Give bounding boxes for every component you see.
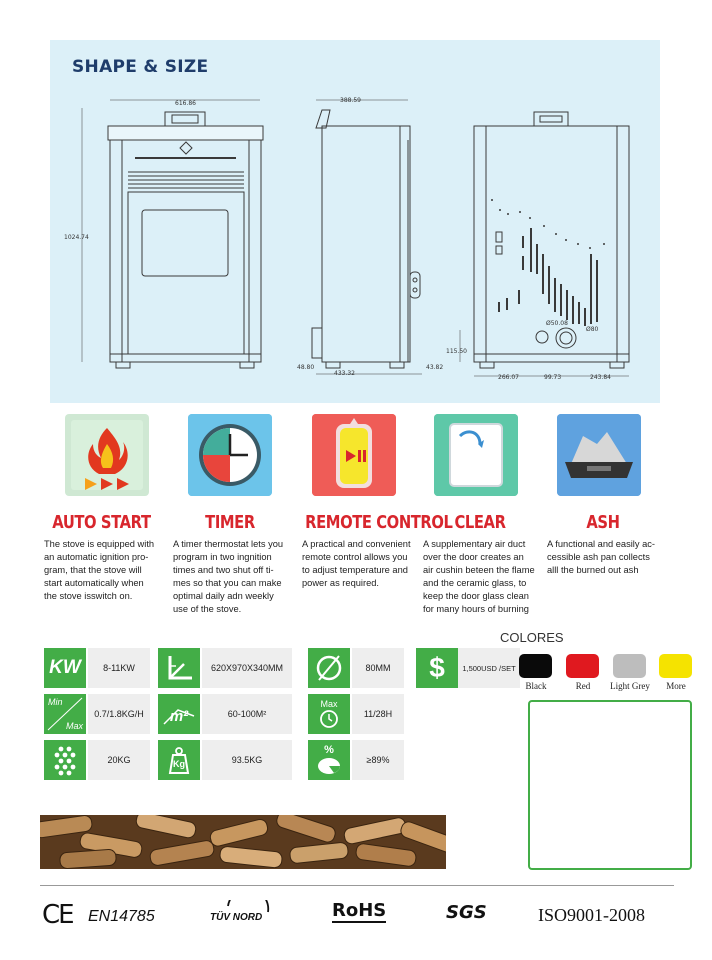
spec-hopper: 20KG bbox=[88, 740, 150, 780]
technical-drawing bbox=[50, 40, 660, 403]
dim-front-width: 616.86 bbox=[175, 100, 196, 107]
weight-icon: Kg bbox=[158, 740, 200, 780]
spec-price: 1,500USD /SET bbox=[458, 648, 520, 688]
remote-icon bbox=[312, 414, 396, 496]
empty-frame bbox=[528, 700, 692, 870]
feature-title-timer: TIMER bbox=[205, 512, 255, 533]
dim-back-left: 266.07 bbox=[498, 374, 519, 381]
power-icon: KW bbox=[44, 648, 86, 688]
dim-back-height: 115.50 bbox=[446, 348, 467, 355]
feature-title-auto-start: AUTO START bbox=[52, 512, 151, 533]
clock-icon bbox=[188, 414, 272, 496]
flame-icon bbox=[65, 414, 149, 496]
dim-side-depth: 388.59 bbox=[340, 97, 361, 104]
dim-back-right: 243.84 bbox=[590, 374, 611, 381]
iso-certification: ISO9001-2008 bbox=[538, 905, 645, 925]
spec-duration: 11/28H bbox=[352, 694, 404, 734]
feature-desc-clear: A supplementary air duct over the door creates an air cushin beteen the flame and the ceramic glass, to keep the door glass clean for many hours of burning bbox=[423, 539, 535, 614]
spec-dimensions: 620X970X340MM bbox=[202, 648, 292, 688]
consumption-icon: Min Max bbox=[44, 694, 86, 734]
dim-side-left: 48.80 bbox=[297, 364, 315, 371]
wood-pellets-image bbox=[40, 815, 446, 869]
glass-door-icon bbox=[434, 414, 518, 496]
dim-pipe-large: Ø80 bbox=[586, 326, 599, 333]
shape-size-panel bbox=[50, 40, 660, 403]
dim-side-bottom: 433.32 bbox=[334, 370, 355, 377]
area-icon: m² bbox=[158, 694, 200, 734]
feature-title-remote-control: REMOTE CONTROL bbox=[305, 512, 453, 533]
spec-efficiency: ≥89% bbox=[352, 740, 404, 780]
color-label-red: Red bbox=[575, 681, 591, 691]
color-swatch-light-grey[interactable] bbox=[613, 654, 646, 678]
spec-power: 8-11KW bbox=[88, 648, 150, 688]
feature-desc-timer: A timer thermostat lets you program in two ingnition times and two shut off ti- mes so that you can make optimal daily adn weekly use of the stove. bbox=[173, 539, 284, 614]
feature-desc-auto-start: The stove is equipped with an automatic ignition pro- gram, that the stove will start automatically when the stove isswitch on. bbox=[44, 539, 155, 601]
footer-divider bbox=[40, 885, 674, 886]
color-swatch-black[interactable] bbox=[519, 654, 552, 678]
section-title: SHAPE & SIZE bbox=[72, 57, 209, 77]
dimensions-icon bbox=[158, 648, 200, 688]
pellet-hopper-icon bbox=[44, 740, 86, 780]
en-standard: EN14785 bbox=[88, 908, 155, 925]
dim-side-right: 43.82 bbox=[426, 364, 444, 371]
efficiency-icon: % bbox=[308, 740, 350, 780]
dim-pipe-small: Ø50.08 bbox=[546, 320, 568, 327]
spec-diameter: 80MM bbox=[352, 648, 404, 688]
colors-title: COLORES bbox=[500, 630, 564, 645]
feature-title-ash: ASH bbox=[586, 512, 620, 533]
color-swatch-yellow[interactable] bbox=[659, 654, 692, 678]
sgs-logo: SGS bbox=[446, 902, 487, 923]
tuv-nord-logo: TÜV NORD bbox=[210, 900, 274, 930]
ce-logo: CE bbox=[42, 900, 73, 930]
color-label-black: Black bbox=[525, 681, 547, 691]
feature-desc-ash: A functional and easily ac- cessible ash pan collects alll the burned out ash bbox=[547, 539, 656, 575]
spec-weight: 93.5KG bbox=[202, 740, 292, 780]
duration-icon: Max bbox=[308, 694, 350, 734]
color-swatch-red[interactable] bbox=[566, 654, 599, 678]
dollar-icon: $ bbox=[416, 648, 458, 688]
diameter-icon bbox=[308, 648, 350, 688]
feature-desc-remote-control: A practical and convenient remote control allows you to adjust temperature and power as required. bbox=[302, 539, 411, 588]
dim-front-height: 1024.74 bbox=[64, 234, 89, 241]
color-label-more: More bbox=[666, 681, 686, 691]
rohs-logo: RoHS bbox=[332, 900, 387, 921]
feature-title-clear: CLEAR bbox=[454, 512, 506, 533]
color-label-light-grey: Light Grey bbox=[610, 681, 650, 691]
dim-back-mid: 99.73 bbox=[544, 374, 562, 381]
spec-area: 60-100M² bbox=[202, 694, 292, 734]
spec-consumption: 0.7/1.8KG/H bbox=[88, 694, 150, 734]
ash-pan-icon bbox=[557, 414, 641, 496]
